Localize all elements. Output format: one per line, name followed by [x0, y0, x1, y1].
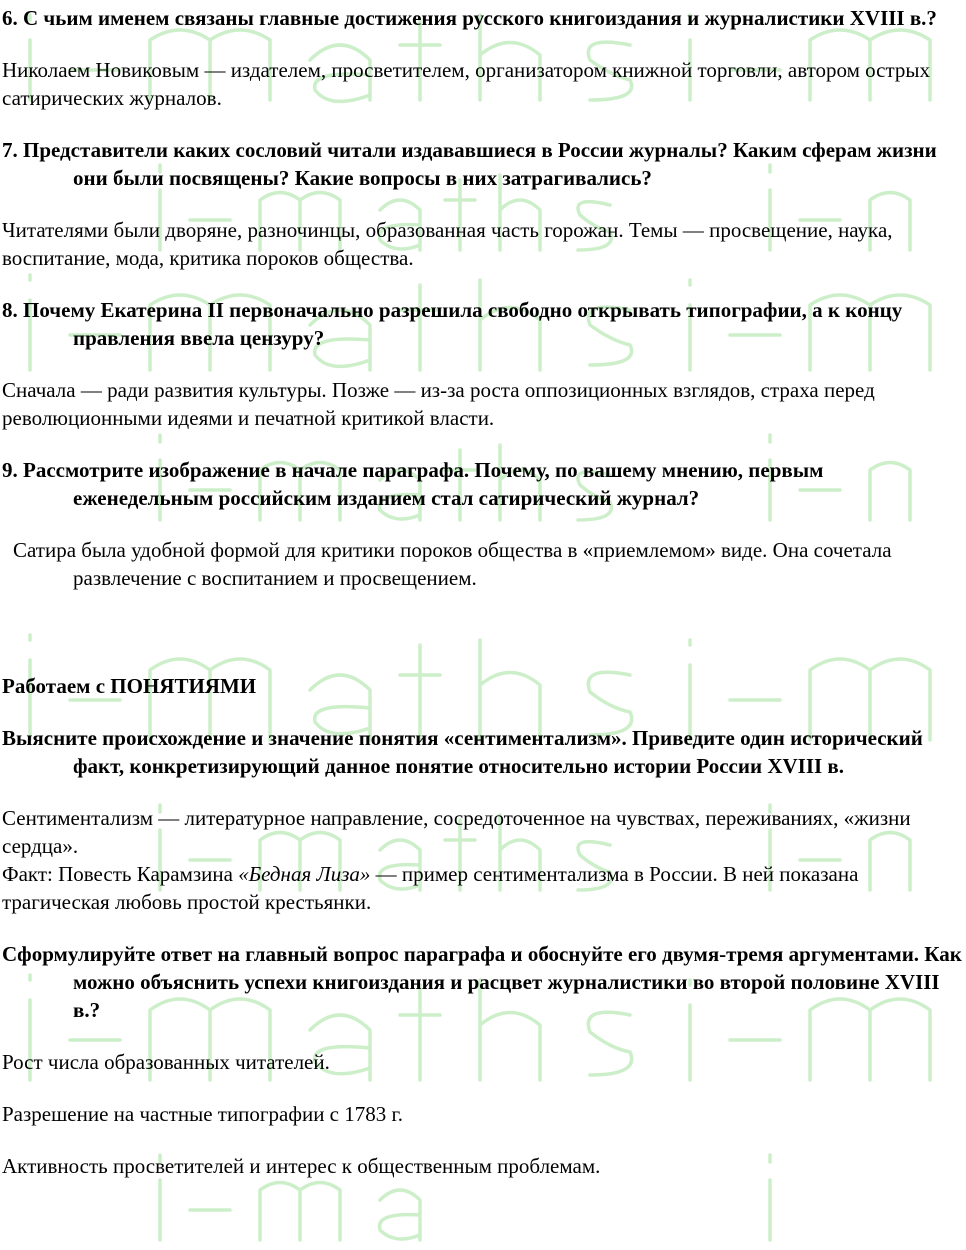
- fact-title: «Бедная Лиза»: [238, 862, 371, 886]
- question-9: 9. Рассмотрите изображение в начале параграфа. Почему, по вашему мнению, первым еженедельным российским изданием стал сатирический журнал?: [2, 458, 824, 510]
- concept-fact: [2, 860, 962, 916]
- section-heading: Работаем с ПОНЯТИЯМИ: [2, 674, 257, 698]
- concept-answer: Сентиментализм — литературное направление, сосредоточенное на чувствах, переживаниях, «жизни сердца».: [2, 806, 911, 858]
- question-6: 6. С чьим именем связаны главные достижения русского книгоиздания и журналистики XVIII в.?: [2, 6, 937, 30]
- argument-2: Разрешение на частные типографии с 1783 г.: [2, 1102, 403, 1126]
- answer-6: Николаем Новиковым — издателем, просветителем, организатором книжной торговли, автором острых сатирических журналов.: [2, 58, 931, 110]
- answer-7: Читателями были дворяне, разночинцы, образованная часть горожан. Темы — просвещение, наука, воспитание, мода, критика пороков общества.: [2, 218, 893, 270]
- fact-prefix: Факт: Повесть Карамзина: [2, 862, 239, 886]
- concept-question: Выясните происхождение и значение понятия «сентиментализм». Приведите один исторический факт, конкретизирующий данное понятие относительно истории России XVIII в.: [2, 726, 923, 778]
- fact-suffix: — пример сентиментализма в России. В ней показана трагическая любовь простой крестьянки.: [2, 862, 859, 914]
- question-8: 8. Почему Екатерина II первоначально разрешила свободно открывать типографии, а к концу правления ввела цензуру?: [2, 298, 903, 350]
- question-7: 7. Представители каких сословий читали издававшиеся в России журналы? Каким сферам жизни они были посвящены? Какие вопросы в них затрагивались?: [2, 138, 937, 190]
- argument-3: Активность просветителей и интерес к общественным проблемам.: [2, 1154, 601, 1178]
- argument-1: Рост числа образованных читателей.: [2, 1050, 330, 1074]
- answer-9: Сатира была удобной формой для критики пороков общества в «приемлемом» виде. Она сочетала развлечение с воспитанием и просвещением.: [13, 538, 892, 590]
- main-question: Сформулируйте ответ на главный вопрос параграфа и обоснуйте его двумя-тремя аргументами. Как можно объяснить успехи книгоиздания и расцвет журналистики во второй половине XVIII в.?: [2, 942, 962, 1022]
- answer-8: Сначала — ради развития культуры. Позже — из-за роста оппозиционных взглядов, страха перед революционными идеями и печатной критикой власти.: [2, 378, 875, 430]
